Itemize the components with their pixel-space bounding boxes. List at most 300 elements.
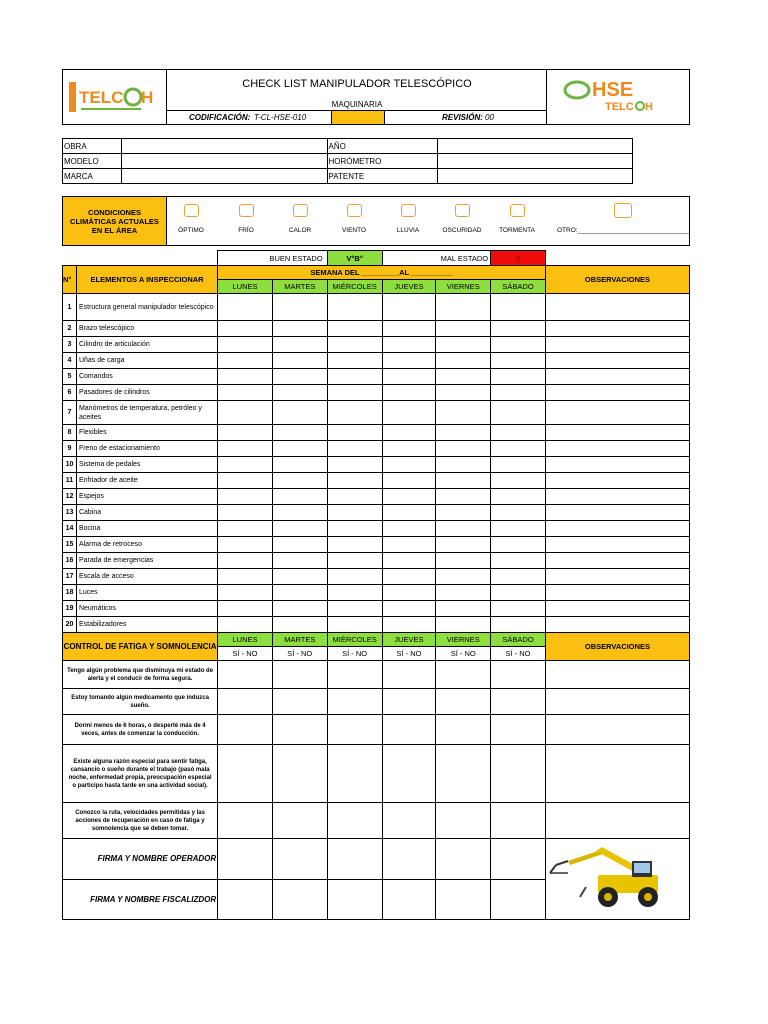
fatigue-row [63, 715, 690, 745]
observation-cell[interactable] [545, 473, 689, 489]
day-check-cell[interactable] [382, 473, 436, 489]
yes-no-cell[interactable] [382, 715, 436, 745]
plate-field[interactable] [438, 169, 633, 184]
day-check-cell[interactable] [491, 473, 546, 489]
item-label: Flexibles [76, 425, 217, 441]
yes-no-cell[interactable] [272, 803, 327, 839]
item-label: Enfriador de aceite [76, 473, 217, 489]
day-check-cell[interactable] [218, 369, 273, 385]
day-check-cell[interactable] [272, 489, 327, 505]
company-logo [63, 70, 167, 124]
day-check-cell[interactable] [218, 601, 273, 617]
observation-cell[interactable] [545, 569, 689, 585]
item-label: Pasadores de cilindros [76, 385, 217, 401]
day-check-cell[interactable] [382, 569, 436, 585]
item-label: Bocina [76, 521, 217, 537]
day-check-cell[interactable] [491, 537, 546, 553]
day-check-cell[interactable] [436, 337, 491, 353]
day-check-cell[interactable] [327, 337, 382, 353]
signature-cell[interactable] [491, 839, 546, 880]
yes-no-cell[interactable] [218, 745, 273, 803]
checkbox-frio[interactable] [239, 204, 254, 217]
signature-cell[interactable] [327, 879, 382, 920]
day-check-cell[interactable] [436, 521, 491, 537]
day-check-cell[interactable] [327, 473, 382, 489]
signature-cell[interactable] [491, 879, 546, 920]
day-check-cell[interactable] [382, 353, 436, 369]
svg-text:HSE: HSE [592, 79, 634, 101]
day-check-cell[interactable] [382, 489, 436, 505]
observation-cell[interactable] [545, 337, 689, 353]
day-check-cell[interactable] [218, 553, 273, 569]
day-check-cell[interactable] [491, 353, 546, 369]
day-check-cell[interactable] [272, 569, 327, 585]
item-number: 17 [63, 569, 77, 585]
yes-no-header: SÍ - NO [327, 647, 382, 661]
day-check-cell[interactable] [436, 473, 491, 489]
day-check-cell[interactable] [272, 294, 327, 321]
day-check-cell[interactable] [436, 601, 491, 617]
day-check-cell[interactable] [491, 441, 546, 457]
day-check-cell[interactable] [436, 425, 491, 441]
day-check-cell[interactable] [272, 617, 327, 633]
observation-cell[interactable] [545, 385, 689, 401]
day-check-cell[interactable] [382, 585, 436, 601]
observation-cell[interactable] [545, 353, 689, 369]
day-check-cell[interactable] [218, 401, 273, 425]
day-check-cell[interactable] [382, 553, 436, 569]
day-check-cell[interactable] [272, 385, 327, 401]
climate-other-label: OTRO:_______________________________ [557, 227, 690, 234]
day-check-cell[interactable] [491, 489, 546, 505]
day-check-cell[interactable] [491, 505, 546, 521]
yes-no-cell[interactable] [218, 661, 273, 689]
day-check-cell[interactable] [491, 337, 546, 353]
yes-no-cell[interactable] [436, 661, 491, 689]
day-check-cell[interactable] [218, 457, 273, 473]
day-check-cell[interactable] [491, 521, 546, 537]
code-highlight [331, 111, 385, 124]
day-check-cell[interactable] [272, 441, 327, 457]
day-check-cell[interactable] [272, 537, 327, 553]
fatigue-row [63, 745, 690, 803]
yes-no-cell[interactable] [382, 803, 436, 839]
day-check-cell[interactable] [382, 505, 436, 521]
day-check-cell[interactable] [272, 401, 327, 425]
checkbox-viento[interactable] [347, 204, 362, 217]
item-label: Manómetros de temperatura, petróleo y aceites [76, 401, 217, 425]
legend-bad-mark: X [491, 251, 546, 266]
day-check-cell[interactable] [382, 369, 436, 385]
yes-no-header: SÍ - NO [272, 647, 327, 661]
day-check-cell[interactable] [491, 457, 546, 473]
day-check-cell[interactable] [272, 337, 327, 353]
signature-cell[interactable] [218, 839, 273, 880]
model-label: MODELO [63, 154, 122, 169]
day-check-cell[interactable] [327, 401, 382, 425]
inspection-row [63, 585, 690, 601]
item-number: 2 [63, 321, 77, 337]
inspection-row [63, 441, 690, 457]
day-check-cell[interactable] [272, 321, 327, 337]
day-check-cell[interactable] [436, 585, 491, 601]
observation-cell[interactable] [545, 585, 689, 601]
day-check-cell[interactable] [272, 369, 327, 385]
model-field[interactable] [121, 154, 327, 169]
yes-no-cell[interactable] [272, 661, 327, 689]
inspection-row [63, 537, 690, 553]
item-label: Comandos [76, 369, 217, 385]
climate-option-label: FRÍO [238, 227, 254, 234]
observation-cell[interactable] [545, 661, 689, 689]
legend-good-label: BUEN ESTADO [218, 251, 328, 266]
legend-good-mark: V°B° [327, 251, 382, 266]
yes-no-cell[interactable] [436, 689, 491, 715]
day-check-cell[interactable] [436, 537, 491, 553]
yes-no-cell[interactable] [491, 661, 546, 689]
checkbox-lluvia[interactable] [401, 204, 416, 217]
yes-no-cell[interactable] [218, 715, 273, 745]
day-check-cell[interactable] [218, 617, 273, 633]
observation-cell[interactable] [545, 745, 689, 803]
yes-no-cell[interactable] [491, 745, 546, 803]
code-row [167, 110, 547, 124]
inspection-row [63, 505, 690, 521]
day-check-cell[interactable] [327, 425, 382, 441]
day-check-cell[interactable] [436, 385, 491, 401]
checkbox-optimo[interactable] [184, 204, 199, 217]
yes-no-cell[interactable] [491, 803, 546, 839]
fatigue-row [63, 661, 690, 689]
day-check-cell[interactable] [382, 521, 436, 537]
observation-cell[interactable] [545, 441, 689, 457]
day-check-cell[interactable] [436, 489, 491, 505]
day-check-cell[interactable] [491, 601, 546, 617]
fatigue-row [63, 803, 690, 839]
inspection-row [63, 425, 690, 441]
year-label: AÑO [327, 139, 438, 154]
day-check-cell[interactable] [327, 369, 382, 385]
inspection-row [63, 617, 690, 633]
observation-cell[interactable] [545, 321, 689, 337]
day-check-cell[interactable] [491, 617, 546, 633]
climate-option-label: LLUVIA [396, 227, 420, 234]
day-check-cell[interactable] [272, 553, 327, 569]
signature-cell[interactable] [272, 839, 327, 880]
day-check-cell[interactable] [272, 425, 327, 441]
day-check-cell[interactable] [436, 321, 491, 337]
observation-cell[interactable] [545, 401, 689, 425]
item-number: 18 [63, 585, 77, 601]
day-header: MARTES [272, 633, 327, 647]
day-check-cell[interactable] [382, 617, 436, 633]
day-check-cell[interactable] [491, 425, 546, 441]
day-header: LUNES [218, 633, 273, 647]
day-check-cell[interactable] [436, 505, 491, 521]
day-check-cell[interactable] [272, 585, 327, 601]
revision-value: 00 [485, 113, 494, 122]
day-check-cell[interactable] [327, 385, 382, 401]
day-check-cell[interactable] [327, 321, 382, 337]
fatigue-observations-header: OBSERVACIONES [545, 633, 689, 661]
day-check-cell[interactable] [491, 569, 546, 585]
item-label: Espejos [76, 489, 217, 505]
fatigue-row [63, 689, 690, 715]
day-check-cell[interactable] [436, 401, 491, 425]
checkbox-oscuridad[interactable] [455, 204, 470, 217]
telehandler-image-cell [545, 839, 689, 920]
yes-no-cell[interactable] [436, 745, 491, 803]
day-check-cell[interactable] [327, 537, 382, 553]
yes-no-cell[interactable] [327, 803, 382, 839]
day-check-cell[interactable] [382, 441, 436, 457]
day-check-cell[interactable] [327, 569, 382, 585]
day-header: VIERNES [436, 633, 491, 647]
day-check-cell[interactable] [491, 369, 546, 385]
week-header: SEMANA DEL _________AL __________ [218, 266, 546, 280]
day-check-cell[interactable] [382, 321, 436, 337]
day-check-cell[interactable] [218, 294, 273, 321]
inspection-row [63, 457, 690, 473]
col-observations-header: OBSERVACIONES [545, 266, 689, 294]
inspection-row [63, 521, 690, 537]
code-value: T-CL-HSE-010 [254, 113, 307, 122]
obra-field[interactable] [121, 139, 327, 154]
day-check-cell[interactable] [272, 521, 327, 537]
checkbox-tormenta[interactable] [510, 204, 525, 217]
day-check-cell[interactable] [491, 385, 546, 401]
equipment-info-table [62, 138, 633, 184]
signature-cell[interactable] [272, 879, 327, 920]
yes-no-cell[interactable] [327, 661, 382, 689]
day-check-cell[interactable] [436, 441, 491, 457]
legend-spacer [63, 251, 218, 266]
item-number: 12 [63, 489, 77, 505]
day-check-cell[interactable] [272, 457, 327, 473]
day-check-cell[interactable] [491, 585, 546, 601]
signature-cell[interactable] [382, 879, 436, 920]
document-title: CHECK LIST MANIPULADOR TELESCÓPICO [242, 78, 472, 90]
brand-field[interactable] [121, 169, 327, 184]
observation-cell[interactable] [545, 457, 689, 473]
climate-title: CONDICIONES CLIMÁTICAS ACTUALES EN EL ÁREA [63, 197, 167, 245]
day-check-cell[interactable] [327, 353, 382, 369]
day-check-cell[interactable] [327, 617, 382, 633]
observation-cell[interactable] [545, 715, 689, 745]
day-check-cell[interactable] [272, 473, 327, 489]
observation-cell[interactable] [545, 505, 689, 521]
day-check-cell[interactable] [218, 353, 273, 369]
yes-no-header: SÍ - NO [436, 647, 491, 661]
item-label: Estructura general manipulador telescópico [76, 294, 217, 321]
observation-cell[interactable] [545, 425, 689, 441]
day-check-cell[interactable] [382, 537, 436, 553]
day-check-cell[interactable] [327, 505, 382, 521]
inspection-table [62, 250, 690, 920]
checkbox-calor[interactable] [293, 204, 308, 217]
day-check-cell[interactable] [436, 457, 491, 473]
day-check-cell[interactable] [218, 569, 273, 585]
day-check-cell[interactable] [491, 401, 546, 425]
yes-no-cell[interactable] [327, 745, 382, 803]
day-check-cell[interactable] [327, 441, 382, 457]
day-check-cell[interactable] [218, 585, 273, 601]
item-label: Cabina [76, 505, 217, 521]
fatigue-question: Tengo algún problema que disminuya mi estado de alerta y el conducir de forma segura. [63, 661, 218, 689]
day-check-cell[interactable] [436, 294, 491, 321]
day-check-cell[interactable] [327, 457, 382, 473]
item-number: 15 [63, 537, 77, 553]
item-label: Brazo telescópico [76, 321, 217, 337]
code-label: CODIFICACIÓN: [189, 113, 251, 122]
revision-label: REVISIÓN: [442, 113, 483, 122]
yes-no-header: SÍ - NO [491, 647, 546, 661]
item-label: Luces [76, 585, 217, 601]
day-check-cell[interactable] [272, 601, 327, 617]
hse-logo-icon [547, 70, 690, 124]
day-check-cell[interactable] [218, 537, 273, 553]
day-check-cell[interactable] [327, 489, 382, 505]
day-check-cell[interactable] [382, 457, 436, 473]
day-check-cell[interactable] [436, 553, 491, 569]
signature-cell[interactable] [382, 839, 436, 880]
inspection-row [63, 553, 690, 569]
inspection-row [63, 569, 690, 585]
item-label: Freno de estacionamiento [76, 441, 217, 457]
signature-cell[interactable] [218, 879, 273, 920]
item-number: 1 [63, 294, 77, 321]
day-check-cell[interactable] [436, 617, 491, 633]
inspection-row [63, 294, 690, 321]
day-check-cell[interactable] [327, 601, 382, 617]
observation-cell[interactable] [545, 601, 689, 617]
yes-no-cell[interactable] [272, 689, 327, 715]
day-check-cell[interactable] [272, 505, 327, 521]
item-number: 6 [63, 385, 77, 401]
day-check-cell[interactable] [436, 369, 491, 385]
yes-no-cell[interactable] [272, 745, 327, 803]
day-check-cell[interactable] [218, 521, 273, 537]
yes-no-cell[interactable] [491, 715, 546, 745]
yes-no-cell[interactable] [436, 803, 491, 839]
day-check-cell[interactable] [218, 489, 273, 505]
telcoh-logo-icon [63, 70, 167, 124]
signature-cell[interactable] [436, 839, 491, 880]
fatigue-question: Estoy tomando algún medicamento que induzca sueño. [63, 689, 218, 715]
yes-no-cell[interactable] [327, 715, 382, 745]
day-check-cell[interactable] [491, 321, 546, 337]
yes-no-cell[interactable] [382, 689, 436, 715]
yes-no-cell[interactable] [327, 689, 382, 715]
checkbox-otro[interactable] [614, 203, 632, 218]
day-check-cell[interactable] [327, 553, 382, 569]
day-check-cell[interactable] [218, 505, 273, 521]
day-check-cell[interactable] [218, 337, 273, 353]
yes-no-cell[interactable] [382, 745, 436, 803]
day-check-cell[interactable] [382, 601, 436, 617]
climate-option-label: TORMENTA [499, 227, 535, 234]
yes-no-cell[interactable] [491, 689, 546, 715]
fatigue-question: Conozco la ruta, velocidades permitidas y las acciones de recuperación en caso de fatiga y somnolencia que se deben tomar. [63, 803, 218, 839]
day-check-cell[interactable] [382, 294, 436, 321]
item-label: Sistema de pedales [76, 457, 217, 473]
legend-bad-label: MAL ESTADO [382, 251, 491, 266]
brand-label: MARCA [63, 169, 122, 184]
inspection-row [63, 473, 690, 489]
item-label: Alarma de retroceso [76, 537, 217, 553]
day-check-cell[interactable] [382, 425, 436, 441]
telehandler-icon [546, 839, 689, 917]
observation-cell[interactable] [545, 617, 689, 633]
day-check-cell[interactable] [327, 294, 382, 321]
day-check-cell[interactable] [382, 337, 436, 353]
day-check-cell[interactable] [327, 521, 382, 537]
day-check-cell[interactable] [218, 321, 273, 337]
day-check-cell[interactable] [491, 553, 546, 569]
signature-cell[interactable] [436, 879, 491, 920]
day-header: MIÉRCOLES [327, 633, 382, 647]
observation-cell[interactable] [545, 689, 689, 715]
observation-cell[interactable] [545, 803, 689, 839]
item-number: 4 [63, 353, 77, 369]
signature-cell[interactable] [327, 839, 382, 880]
inspection-row [63, 601, 690, 617]
year-field[interactable] [438, 139, 633, 154]
day-check-cell[interactable] [218, 441, 273, 457]
yes-no-cell[interactable] [272, 715, 327, 745]
yes-no-header: SÍ - NO [218, 647, 273, 661]
inspection-row [63, 489, 690, 505]
item-label: Neumáticos [76, 601, 217, 617]
yes-no-cell[interactable] [382, 661, 436, 689]
obra-label: OBRA [63, 139, 122, 154]
observation-cell[interactable] [545, 489, 689, 505]
hse-logo [546, 70, 689, 124]
item-number: 11 [63, 473, 77, 489]
day-check-cell[interactable] [218, 473, 273, 489]
document-subtitle: MAQUINARIA [331, 99, 383, 109]
item-number: 9 [63, 441, 77, 457]
observation-cell[interactable] [545, 521, 689, 537]
yes-no-cell[interactable] [436, 715, 491, 745]
observation-cell[interactable] [545, 537, 689, 553]
day-header: LUNES [218, 280, 273, 294]
yes-no-cell[interactable] [218, 803, 273, 839]
hourmeter-field[interactable] [438, 154, 633, 169]
climate-option-label: ÓPTIMO [178, 227, 204, 234]
item-number: 20 [63, 617, 77, 633]
observation-cell[interactable] [545, 553, 689, 569]
inspection-row [63, 337, 690, 353]
day-check-cell[interactable] [327, 585, 382, 601]
day-check-cell[interactable] [436, 569, 491, 585]
observation-cell[interactable] [545, 294, 689, 321]
fatigue-question: Existe alguna razón especial para sentir fatiga, cansancio o sueño durante el trabajo (pasó mala noche, enfermedad propia, preocupación especial o participo hasta tarde en una actividad social). [63, 745, 218, 803]
day-header: MIÉRCOLES [327, 280, 382, 294]
day-check-cell[interactable] [436, 353, 491, 369]
day-check-cell[interactable] [272, 353, 327, 369]
yes-no-cell[interactable] [218, 689, 273, 715]
day-check-cell[interactable] [218, 385, 273, 401]
day-check-cell[interactable] [218, 425, 273, 441]
item-number: 16 [63, 553, 77, 569]
day-check-cell[interactable] [382, 385, 436, 401]
observation-cell[interactable] [545, 369, 689, 385]
item-number: 3 [63, 337, 77, 353]
day-check-cell[interactable] [382, 401, 436, 425]
inspection-row [63, 401, 690, 425]
day-check-cell[interactable] [491, 294, 546, 321]
